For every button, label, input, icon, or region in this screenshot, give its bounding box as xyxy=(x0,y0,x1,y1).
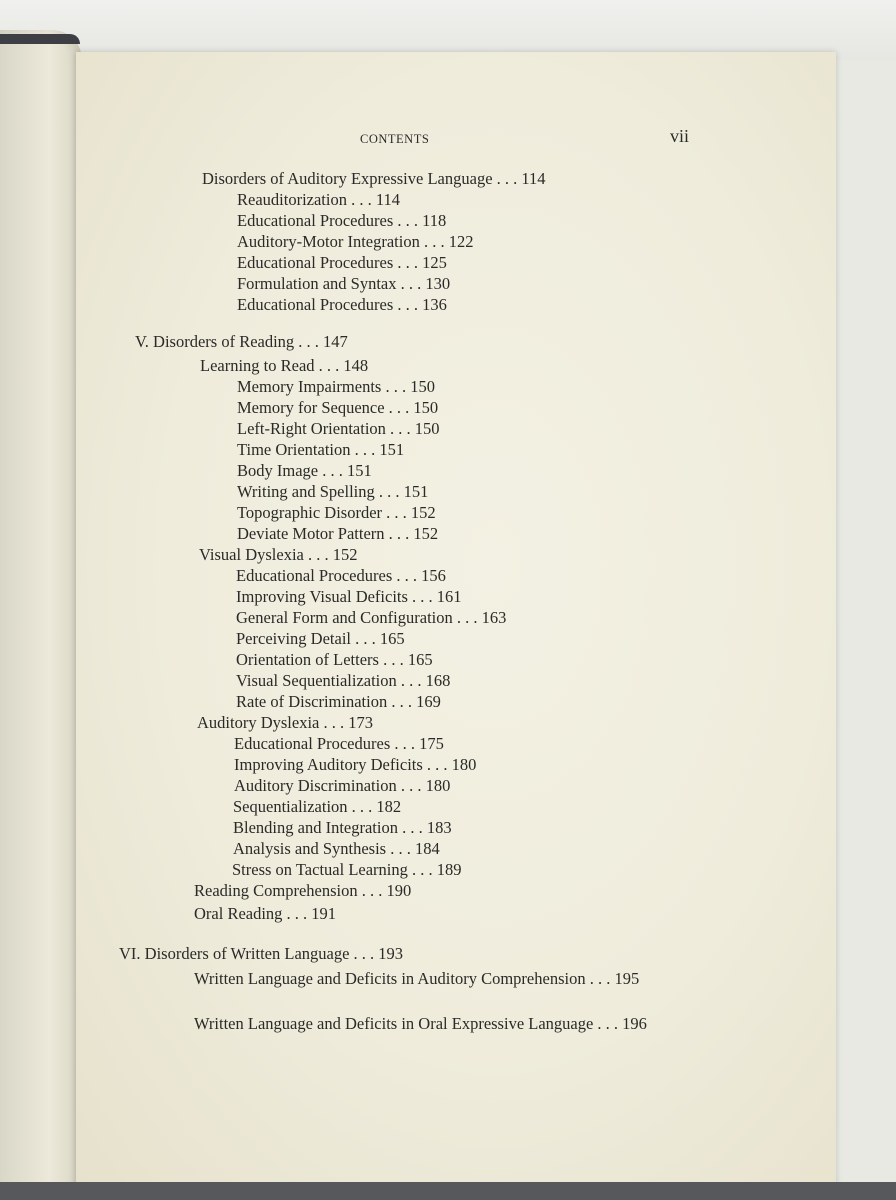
toc-entry: Left-Right Orientation . . . 150 xyxy=(237,419,440,438)
toc-entry: Body Image . . . 151 xyxy=(237,461,372,480)
toc-entry: Improving Auditory Deficits . . . 180 xyxy=(234,755,477,774)
toc-entry: Oral Reading . . . 191 xyxy=(194,904,337,923)
toc-entry: Reauditorization . . . 114 xyxy=(237,190,400,209)
toc-entry-multiline: Written Language and Deficits in Auditory Comprehension . . . 195 xyxy=(194,969,640,988)
background xyxy=(0,0,896,60)
toc-entry: Blending and Integration . . . 183 xyxy=(233,818,452,837)
toc-entry: General Form and Configuration . . . 163 xyxy=(236,608,507,627)
toc-entry: Deviate Motor Pattern . . . 152 xyxy=(237,524,439,543)
toc-entry: Memory for Sequence . . . 150 xyxy=(237,398,439,417)
book-cover-edge xyxy=(0,34,80,44)
toc-entry: Auditory Dyslexia . . . 173 xyxy=(197,713,373,732)
toc-entry: Learning to Read . . . 148 xyxy=(200,356,369,375)
toc-entry: Time Orientation . . . 151 xyxy=(237,440,405,459)
toc-entry-multiline: Written Language and Deficits in Oral Expressive Language . . . 196 xyxy=(194,1014,647,1033)
toc-entry: Improving Visual Deficits . . . 161 xyxy=(236,587,462,606)
toc-chapter: VI. Disorders of Written Language . . . 193 xyxy=(119,944,404,963)
toc-entry: Educational Procedures . . . 136 xyxy=(237,295,447,314)
toc-entry: Stress on Tactual Learning . . . 189 xyxy=(232,860,462,879)
toc-entry: Auditory-Motor Integration . . . 122 xyxy=(237,232,474,251)
toc-entry: Orientation of Letters . . . 165 xyxy=(236,650,433,669)
toc-chapter: V. Disorders of Reading . . . 147 xyxy=(135,332,348,351)
toc-entry: Analysis and Synthesis . . . 184 xyxy=(233,839,440,858)
toc-entry: Topographic Disorder . . . 152 xyxy=(237,503,436,522)
toc-entry: Educational Procedures . . . 118 xyxy=(237,211,447,230)
page-header xyxy=(76,126,836,152)
book-page xyxy=(76,52,836,1192)
toc-entry: Educational Procedures . . . 156 xyxy=(236,566,446,585)
toc-entry: Writing and Spelling . . . 151 xyxy=(237,482,429,501)
toc-entry: Visual Sequentialization . . . 168 xyxy=(236,671,451,690)
toc-entry: Visual Dyslexia . . . 152 xyxy=(199,545,358,564)
toc-entry: Reading Comprehension . . . 190 xyxy=(194,881,412,900)
toc-entry: Memory Impairments . . . 150 xyxy=(237,377,435,396)
toc-entry: Disorders of Auditory Expressive Language . . . 114 xyxy=(202,169,546,188)
running-head: CONTENTS xyxy=(360,132,430,146)
toc-entry: Rate of Discrimination . . . 169 xyxy=(236,692,441,711)
desk-edge xyxy=(0,1182,896,1200)
toc-entry: Sequentialization . . . 182 xyxy=(233,797,402,816)
toc-entry: Educational Procedures . . . 175 xyxy=(234,734,444,753)
page-number: vii xyxy=(670,126,690,146)
toc-entry: Educational Procedures . . . 125 xyxy=(237,253,447,272)
toc-entry: Perceiving Detail . . . 165 xyxy=(236,629,405,648)
toc-entry: Auditory Discrimination . . . 180 xyxy=(234,776,451,795)
toc-entry: Formulation and Syntax . . . 130 xyxy=(237,274,451,293)
facing-page-edge xyxy=(0,30,82,1200)
